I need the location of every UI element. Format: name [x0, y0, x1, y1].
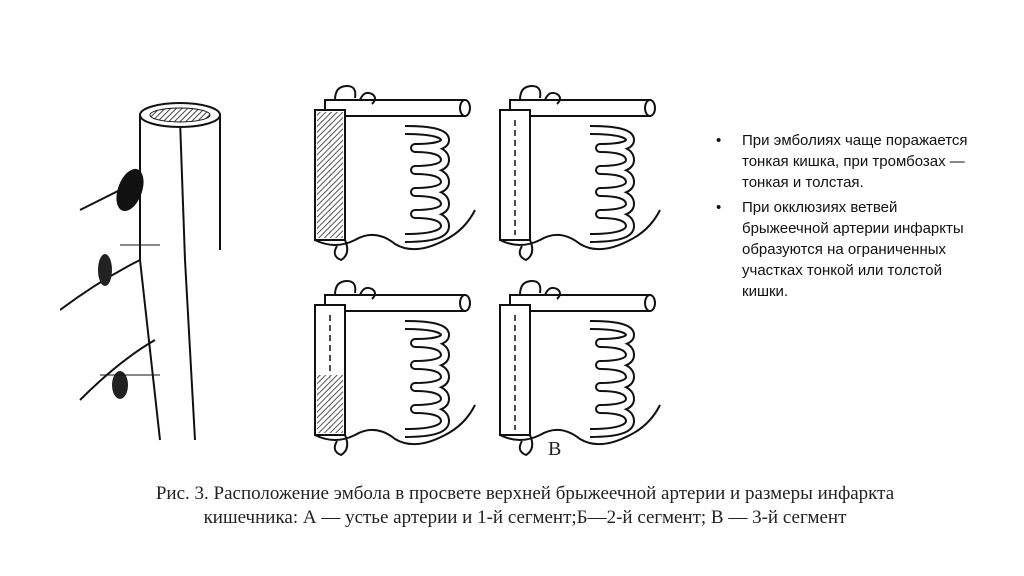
intestine-panel-d	[500, 281, 660, 455]
figure-caption	[60, 482, 990, 530]
bullet-text: При эмболиях чаще поражается тонкая кишка, при тромбозах — тонкая и толстая.	[742, 132, 968, 191]
artery-diagram	[60, 103, 220, 440]
bullet-item	[716, 130, 986, 193]
bullet-item	[716, 197, 986, 302]
intestine-panel-c	[315, 281, 475, 455]
bullet-list	[716, 130, 986, 306]
intestine-infarct-figure	[60, 60, 680, 470]
bullet-text: При окклюзиях ветвей брыжеечной артерии инфаркты образуются на ограниченных участках тонкой или толстой кишки.	[742, 199, 964, 300]
intestine-panel-a	[315, 86, 475, 260]
figure-panel-label: В	[548, 438, 562, 460]
caption-line: Рис. 3. Расположение эмбола в просвете верхней брыжеечной артерии и размеры инфаркта	[155, 483, 895, 504]
intestine-panel-b	[500, 86, 660, 260]
bullet-marker: •	[716, 132, 722, 149]
caption-line: кишечника: А — устье артерии и 1-й сегмент;Б—2-й сегмент; В — 3-й сегмент	[203, 507, 847, 528]
bullet-marker: •	[716, 199, 722, 216]
